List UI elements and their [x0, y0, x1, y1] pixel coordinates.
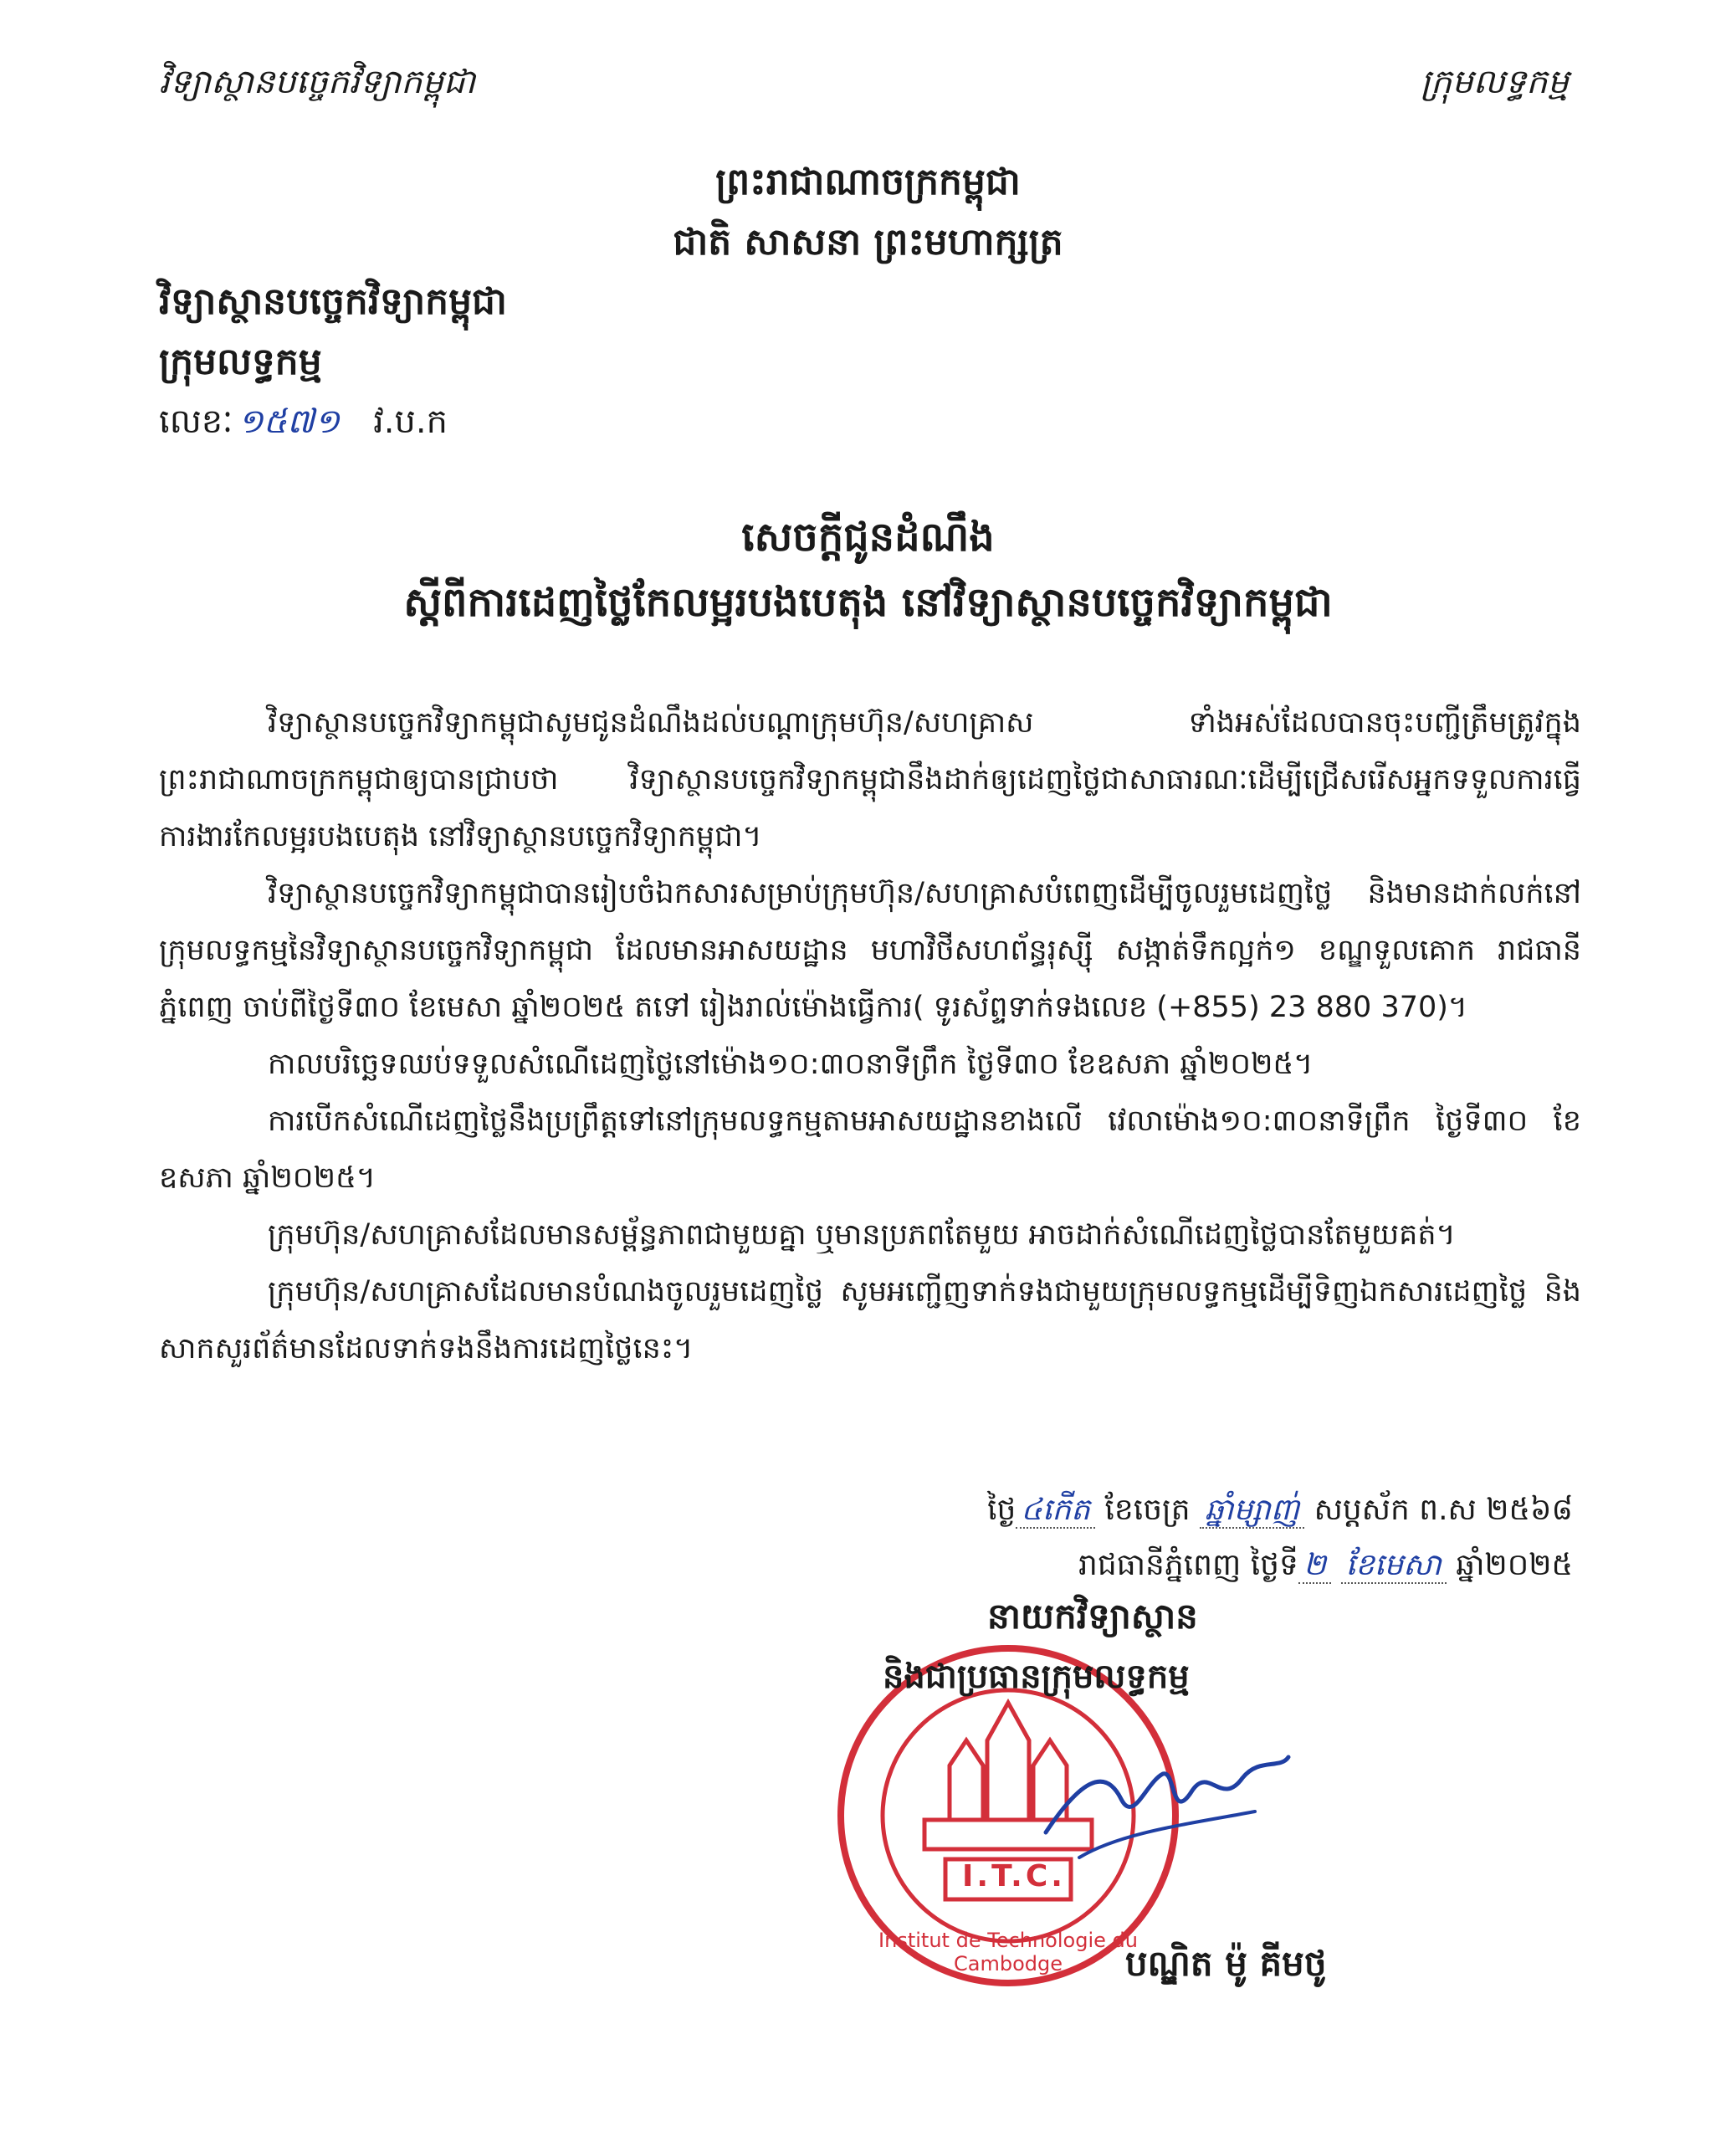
national-motto: ជាតិ សាសនា ព្រះមហាក្សត្រ [673, 221, 1063, 264]
kingdom-name: ព្រះរាជាណាចក្រកម្ពុជា [715, 161, 1021, 203]
paragraph: វិទ្យាស្ថានបច្ចេកវិទ្យាកម្ពុជាសូមជូនដំណឹងដល់បណ្តាក្រុមហ៊ុន/សហគ្រាស ទាំងអស់ដែលបានចុះបញ្ជីត្រឹមត្រូវក្នុងព្រះរាជាណាចក្រកម្ពុជាឲ្យបានជ្រាបថា វិទ្យាស្ថានបច្ចេកវិទ្យាកម្ពុជានឹងដាក់ឲ្យដេញថ្លៃជាសាធារណៈដើម្បីជ្រើសរើសអ្នកទទួលការធ្វើការងារកែលម្អរបងបេតុង នៅវិទ្យាស្ថានបច្ចេកវិទ្យាកម្ពុជា។ [159, 706, 1581, 853]
reference-label: លេខៈ [159, 402, 233, 441]
notice-title: សេចក្តីជូនដំណឹង [741, 514, 995, 561]
lunar-year-suffix: សប្តស័ក ព.ស ២៥៦៨ [1314, 1493, 1573, 1527]
signatory-subtitle: និងជាប្រធានក្រុមលទ្ធកម្ម [883, 1658, 1190, 1696]
reference-value: ១៥៧១ [238, 402, 341, 441]
solar-prefix: រាជធានីភ្នំពេញ ថ្ងៃទី [1078, 1548, 1298, 1582]
header-left: វិទ្យាស្ថានបច្ចេកវិទ្យាកម្ពុជា [159, 63, 476, 101]
lunar-day-value: ៤កើត [1016, 1493, 1095, 1529]
handwritten-signature [1029, 1732, 1305, 1883]
seal-text-bottom: Institut de Technologie du Cambodge [878, 1929, 1138, 1975]
paragraph: ក្រុមហ៊ុន/សហគ្រាសដែលមានសម្ព័ន្ធភាពជាមួយគ្នា ឬមានប្រភពតែមួយ អាចដាក់សំណើដេញថ្លៃបានតែមួយគត់។ [268, 1218, 1456, 1252]
solar-day-value: ២ [1298, 1548, 1331, 1584]
notice-body [159, 694, 1581, 1377]
signatory-name: បណ្ឌិត ម៉ូ គីមថូ [1125, 1943, 1327, 1984]
solar-year: ឆ្នាំ២០២៥ [1456, 1548, 1573, 1582]
lunar-date [569, 1483, 1573, 1538]
signatory-title: នាយកវិទ្យាស្ថាន [987, 1596, 1198, 1637]
seal-center: I.T.C. [962, 1859, 1066, 1893]
paragraph: កាលបរិច្ឆេទឈប់ទទួលសំណើដេញថ្លៃនៅម៉ោង១០:៣០នាទីព្រឹក ថ្ងៃទី៣០ ខែឧសភា ឆ្នាំ២០២៥។ [268, 1048, 1314, 1081]
institution-unit: ក្រុមលទ្ធកម្ម [159, 341, 322, 383]
header-right: ក្រុមលទ្ធកម្ម [1421, 63, 1569, 101]
lunar-day-label: ថ្ងៃ [987, 1493, 1017, 1527]
lunar-year-value: ឆ្នាំម្សាញ់ [1200, 1493, 1304, 1529]
date-block [569, 1483, 1573, 1593]
lunar-month-label: ខែចេត្រ [1104, 1493, 1191, 1527]
solar-date [569, 1538, 1573, 1593]
reference-suffix: វ.ប.ក [373, 402, 448, 441]
institution-name: វិទ្យាស្ថានបច្ចេកវិទ្យាកម្ពុជា [159, 280, 507, 323]
solar-month-value: ខែមេសា [1341, 1548, 1447, 1584]
reference-number [159, 400, 448, 449]
notice-subject: ស្តីពីការដេញថ្លៃកែលម្អរបងបេតុង នៅវិទ្យាស្ថានបច្ចេកវិទ្យាកម្ពុជា [403, 579, 1333, 626]
paragraph: វិទ្យាស្ថានបច្ចេកវិទ្យាកម្ពុជាបានរៀបចំឯកសារសម្រាប់ក្រុមហ៊ុន/សហគ្រាសបំពេញដើម្បីចូលរួមដេញថ្លៃ និងមានដាក់លក់នៅក្រុមលទ្ធកម្មនៃវិទ្យាស្ថានបច្ចេកវិទ្យាកម្ពុជា ដែលមានអាសយដ្ឋាន មហាវិថីសហព័ន្ធរុស្ស៊ី សង្កាត់ទឹកល្អក់១ ខណ្ឌទួលគោក រាជធានីភ្នំពេញ ចាប់ពីថ្ងៃទី៣០ ខែមេសា ឆ្នាំ២០២៥ តទៅ រៀងរាល់ម៉ោងធ្វើការ( ទូរស័ព្ទទាក់ទងលេខ (+855) 23 880 370)។ [159, 877, 1581, 1024]
paragraph: ក្រុមហ៊ុន/សហគ្រាសដែលមានបំណងចូលរួមដេញថ្លៃ សូមអញ្ជើញទាក់ទងជាមួយក្រុមលទ្ធកម្មដើម្បីទិញឯកសារដេញថ្លៃ និងសាកសួរព័ត៌មានដែលទាក់ទងនឹងការដេញថ្លៃនេះ។ [159, 1275, 1581, 1366]
paragraph: ការបើកសំណើដេញថ្លៃនឹងប្រព្រឹត្តទៅនៅក្រុមលទ្ធកម្មតាមអាសយដ្ឋានខាងលើ វេលាម៉ោង១០:៣០នាទីព្រឹក ថ្ងៃទី៣០ ខែឧសភា ឆ្នាំ២០២៥។ [159, 1104, 1581, 1195]
